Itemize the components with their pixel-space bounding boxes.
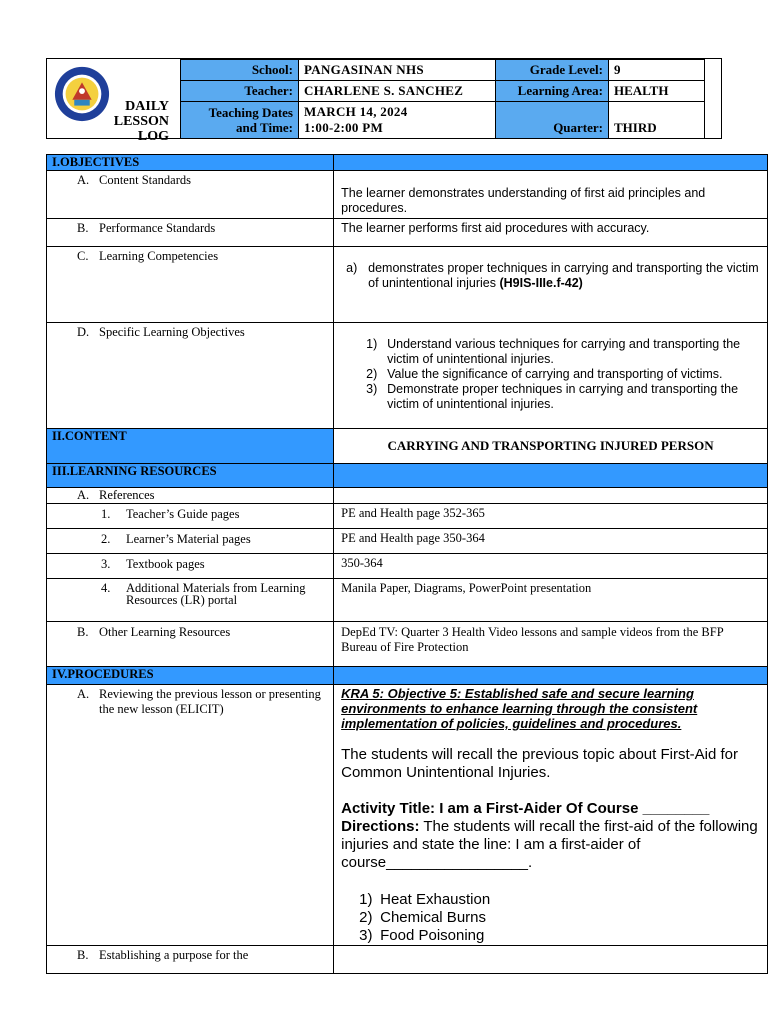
lesson-log-table — [46, 154, 768, 974]
header-info-table — [180, 59, 705, 139]
list-item: 1) Heat Exhaustion — [359, 891, 491, 908]
list-item: 3) Food Poisoning — [359, 927, 485, 944]
procedures-heading: IV.PROCEDURES — [47, 667, 334, 685]
content-standards-value: The learner demonstrates understanding of first aid principles and procedures. — [334, 171, 768, 219]
learning-competencies-label — [47, 247, 334, 323]
area-label: Learning Area: — [496, 81, 609, 102]
letter: A. — [77, 173, 90, 187]
dates-label — [181, 102, 299, 139]
list-item: 1) Understand various techniques for carrying and transporting the victim of unintentional injuries. — [366, 337, 741, 366]
grade-value: 9 — [609, 60, 705, 81]
activity-title: Activity Title: I am a First-Aider Of Course ________ — [341, 800, 710, 817]
title-line2: LESSON LOG — [113, 114, 169, 144]
label-text: Learning Competencies — [99, 249, 219, 263]
kra-objective: KRA 5: Objective 5: Established safe and secure learning environments to enhance learning through the consistent implementation of policies, guidelines and procedures. — [341, 686, 698, 731]
textbook-label: 3. Textbook pages — [47, 554, 334, 579]
learners-material-value: PE and Health page 350-364 — [334, 529, 768, 554]
resources-heading-blank — [334, 464, 768, 488]
other-resources-label: B. Other Learning Resources — [47, 622, 334, 667]
learning-competencies-value — [334, 247, 768, 323]
directions: Directions: The students will recall the first-aid of the following injuries and state the line: I am a first-aider of course_________________. — [341, 818, 758, 871]
objectives-heading: I.OBJECTIVES — [47, 155, 334, 171]
grade-label: Grade Level: — [496, 60, 609, 81]
resources-heading: III.LEARNING RESOURCES — [47, 464, 334, 488]
dates-label-line1: Teaching Dates — [208, 105, 293, 120]
content-value: CARRYING AND TRANSPORTING INJURED PERSON — [334, 429, 768, 464]
teacher-label: Teacher: — [181, 81, 299, 102]
competency-text: demonstrates proper techniques in carrying and transporting the victim of unintentional injuries — [368, 261, 759, 290]
letter: B. — [77, 221, 89, 235]
list-item: 3) Demonstrate proper techniques in carrying and transporting the victim of unintentional injuries. — [366, 382, 739, 411]
document-title — [107, 99, 169, 144]
logo-cell — [47, 59, 181, 144]
list-item: 2) Chemical Burns — [359, 909, 486, 926]
label-text: Performance Standards — [99, 221, 216, 235]
quarter-value: THIRD — [609, 102, 705, 139]
dates-label-line2: and Time: — [236, 120, 293, 135]
learners-material-label: 2. Learner’s Material pages — [47, 529, 334, 554]
performance-standards-label — [47, 219, 334, 247]
review-label: A. Reviewing the previous lesson or presenting the new lesson (ELICIT) — [47, 685, 334, 946]
competency-code: (H9IS-IIIe.f-42) — [499, 276, 583, 290]
lesson-log-header — [46, 58, 722, 144]
specific-objectives-value — [334, 323, 768, 429]
purpose-value — [334, 946, 768, 974]
objectives-heading-blank — [334, 155, 768, 171]
letter: C. — [77, 249, 89, 263]
dates-value-line1: MARCH 14, 2024 — [304, 104, 408, 119]
additional-materials-label: 4. Additional Materials from Learning Resources (LR) portal — [47, 579, 334, 622]
list-item: 2) Value the significance of carrying and transporting of victims. — [366, 367, 723, 381]
other-resources-value: DepEd TV: Quarter 3 Health Video lessons and sample videos from the BFP Bureau of Fire Protection — [334, 622, 768, 667]
teachers-guide-value: PE and Health page 352-365 — [334, 504, 768, 529]
letter: D. — [77, 325, 90, 339]
school-label: School: — [181, 60, 299, 81]
content-heading: II.CONTENT — [47, 429, 334, 464]
textbook-value: 350-364 — [334, 554, 768, 579]
quarter-label: Quarter: — [496, 102, 609, 139]
references-label: A. References — [47, 488, 334, 504]
competency-item — [341, 261, 760, 291]
teachers-guide-label: 1. Teacher’s Guide pages — [47, 504, 334, 529]
content-standards-label — [47, 171, 334, 219]
recall-text: The students will recall the previous topic about First-Aid for Common Unintentional Injuries. — [341, 746, 738, 781]
label-text: Specific Learning Objectives — [99, 325, 245, 339]
review-content — [334, 685, 768, 946]
label-text: Content Standards — [99, 173, 192, 187]
school-value: PANGASINAN NHS — [299, 60, 496, 81]
purpose-label: B. Establishing a purpose for the — [47, 946, 334, 974]
dates-value — [299, 102, 496, 139]
competency-marker: a) — [346, 261, 358, 275]
title-line1: DAILY — [125, 99, 169, 114]
injuries-list — [334, 891, 767, 945]
dates-value-line2: 1:00-2:00 PM — [304, 120, 384, 135]
procedures-heading-blank — [334, 667, 768, 685]
specific-objectives-label — [47, 323, 334, 429]
area-value: HEALTH — [609, 81, 705, 102]
specific-objectives-list — [341, 337, 760, 412]
additional-materials-value: Manila Paper, Diagrams, PowerPoint presentation — [334, 579, 768, 622]
deped-seal-logo — [53, 65, 111, 123]
references-value — [334, 488, 768, 504]
performance-standards-value: The learner performs first aid procedures with accuracy. — [334, 219, 768, 247]
teacher-value: CHARLENE S. SANCHEZ — [299, 81, 496, 102]
